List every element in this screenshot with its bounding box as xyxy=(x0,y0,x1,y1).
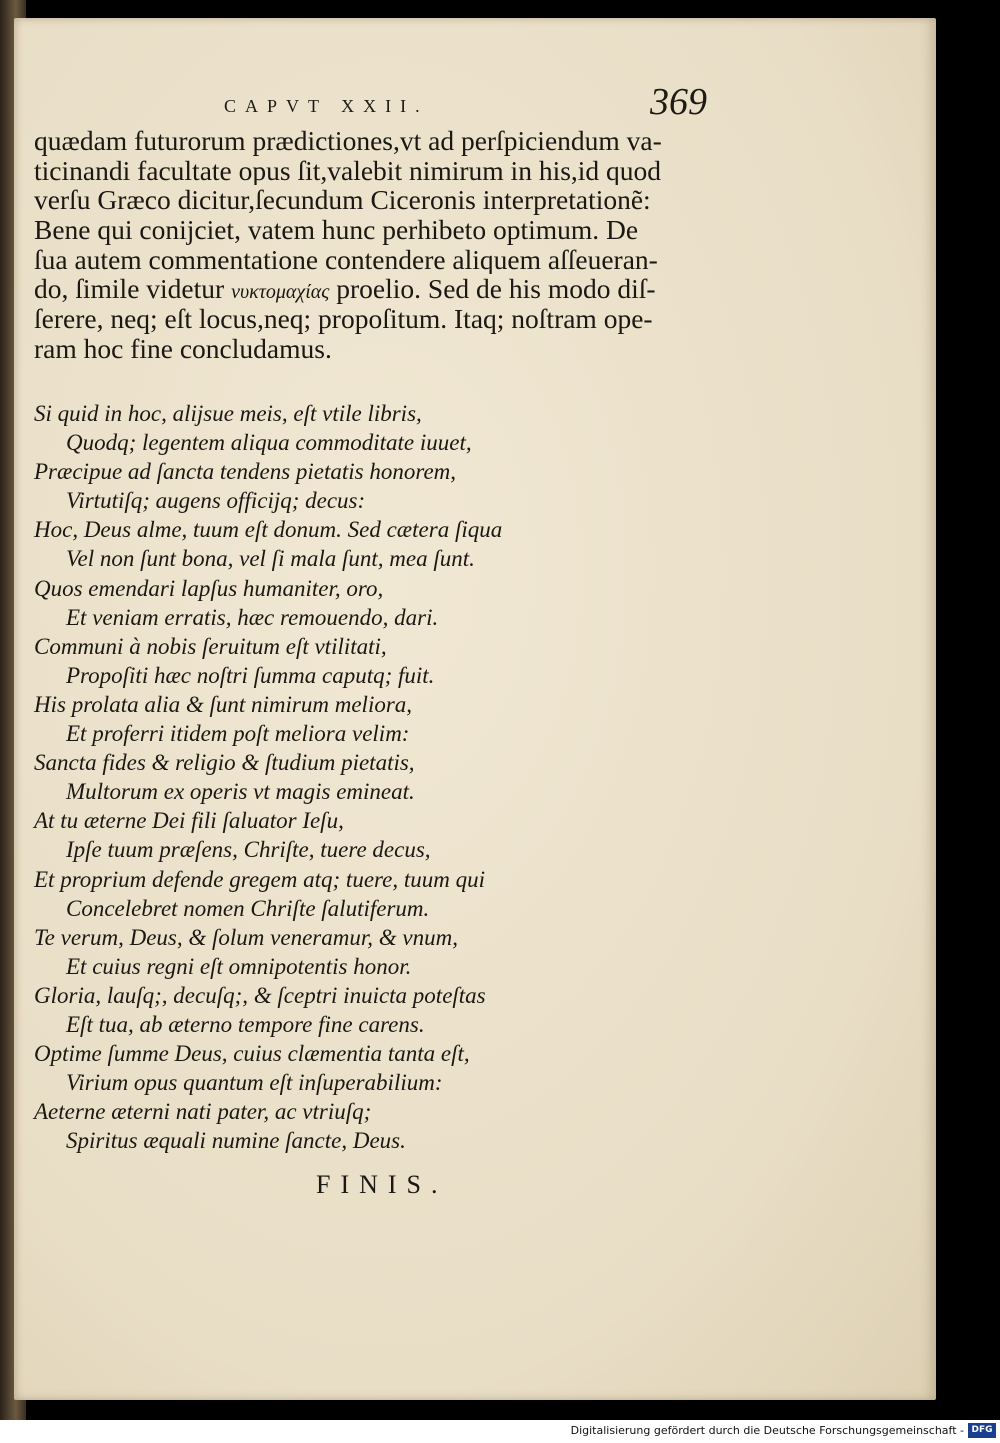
verse-line: Sancta fides & religio & ſtudium pietatis, xyxy=(34,750,415,776)
prose-line: ſua autem commentatione contendere aliquem aſſeueran- xyxy=(34,244,658,275)
verse-line: Gloria, lauſq;, decuſq;, & ſceptri inuicta poteſtas xyxy=(34,982,486,1008)
verse-line: Communi à nobis ſeruitum eſt vtilitati, xyxy=(34,633,387,659)
verse-line: His prolata alia & ſunt nimirum meliora, xyxy=(34,691,413,717)
verse-line: Ipſe tuum præſens, Chriſte, tuere decus, xyxy=(66,837,431,863)
verse-line: Et cuius regni eſt omnipotentis honor. xyxy=(66,953,412,979)
dfg-logo: DFG xyxy=(968,1423,996,1438)
verse-line: At tu æterne Dei fili ſaluator Ieſu, xyxy=(34,808,344,834)
prose-line: ticinandi facultate opus ſit,valebit nimirum in his,id quod xyxy=(34,155,662,186)
verse-line: Et veniam erratis, hæc remouendo, dari. xyxy=(66,604,439,630)
verse-line: Aeterne æterni nati pater, ac vtriuſq; xyxy=(34,1099,372,1125)
verse-line: Multorum ex operis vt magis emineat. xyxy=(66,779,415,805)
verse-line: Si quid in hoc, alijsue meis, eſt vtile libris, xyxy=(34,401,422,426)
verse-line: Quodq; legentem aliqua commoditate iuuet, xyxy=(66,430,472,456)
verse-line: Spiritus æquali numine ſancte, Deus. xyxy=(66,1128,406,1154)
verse-line: Præcipue ad ſancta tendens pietatis honorem, xyxy=(34,459,457,485)
verse-line: Virium opus quantum eſt inſuperabilium: xyxy=(66,1070,443,1096)
verse-poem xyxy=(34,399,594,1155)
prose-line: quædam futurorum prædictiones,vt ad perſpiciendum va- xyxy=(34,126,662,156)
chapter-heading: CAPVT XXII. xyxy=(224,96,429,116)
finis-colophon: FINIS. xyxy=(316,1170,448,1199)
prose-line: verſu Græco dicitur,ſecundum Ciceronis interpretationẽ: xyxy=(34,185,651,216)
page-number: 369 xyxy=(650,81,707,123)
verse-line: Et proferri itidem poſt meliora velim: xyxy=(66,721,410,747)
prose-line: Bene qui conijciet, vatem hunc perhibeto optimum. De xyxy=(34,215,639,245)
prose-paragraph xyxy=(34,126,724,364)
verse-line: Vel non ſunt bona, vel ſi mala ſunt, mea ſunt. xyxy=(66,546,475,572)
verse-line: Quos emendari lapſus humaniter, oro, xyxy=(34,575,384,601)
verse-line: Propoſiti hæc noſtri ſumma caputq; fuit. xyxy=(66,662,435,688)
prose-line: ram hoc fine concludamus. xyxy=(34,333,332,364)
funding-notice: Digitalisierung gefördert durch die Deutsche Forschungsgemeinschaft - xyxy=(570,1424,964,1437)
prose-text: proelio. Sed de his modo diſ- xyxy=(329,274,656,305)
verse-line: Et proprium defende gregem atq; tuere, tuum qui xyxy=(34,866,485,892)
book-page xyxy=(14,18,936,1400)
greek-word: νυκτομαχίας xyxy=(231,281,330,304)
verse-line: Te verum, Deus, & ſolum veneramur, & vnum, xyxy=(34,924,458,950)
prose-line: ſerere, neq; eſt locus,neq; propoſitum. Itaq; noſtram ope- xyxy=(34,304,653,334)
verse-line: Optime ſumme Deus, cuius clæmentia tanta eſt, xyxy=(34,1041,470,1067)
verse-line: Eſt tua, ab æterno tempore fine carens. xyxy=(66,1011,425,1037)
digitization-footer xyxy=(0,1420,1000,1443)
prose-line xyxy=(34,274,724,304)
verse-line: Concelebret nomen Chriſte ſalutiferum. xyxy=(66,895,430,921)
verse-line: Hoc, Deus alme, tuum eſt donum. Sed cætera ſiqua xyxy=(34,517,503,543)
prose-text: do, ſimile videtur xyxy=(34,274,232,305)
verse-line: Virtutiſq; augens officijq; decus: xyxy=(66,488,366,514)
